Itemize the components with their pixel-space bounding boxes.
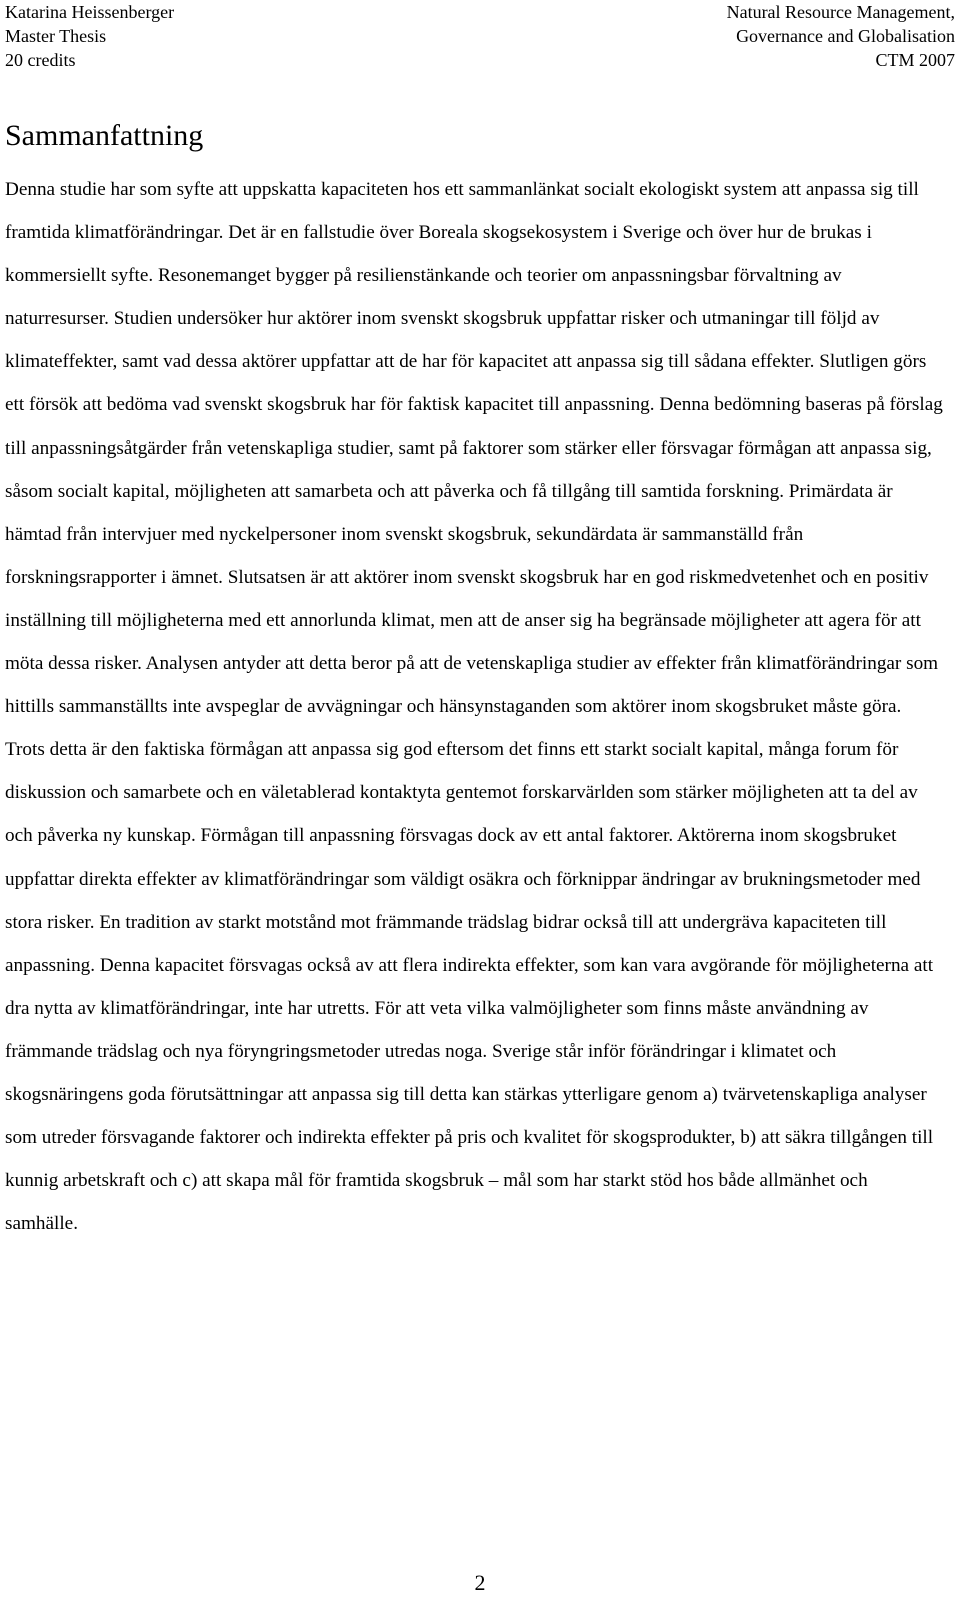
section-heading: Sammanfattning — [5, 119, 204, 152]
header-program-line-2: Governance and Globalisation — [736, 26, 955, 46]
header-program-line-1: Natural Resource Management, — [726, 2, 955, 22]
header-thesis-type: Master Thesis — [5, 26, 107, 46]
header-program-block — [727, 0, 955, 72]
header-author: Katarina Heissenberger — [5, 2, 175, 22]
abstract-paragraph: Denna studie har som syfte att uppskatta kapaciteten hos ett sammanlänkat socialt ekologiskt system att anpassa sig till framtida klimatförändringar. Det är en fallstudie över Boreala skogsekosystem i Sverige och över hur de brukas i kommersiellt syfte. Resonemanget bygger på resilienstänkande och teorier om anpassningsbar förvaltning av naturresurser. Studien undersöker hur aktörer inom svenskt skogsbruk uppfattar risker och utmaningar till följd av klimateffekter, samt vad dessa aktörer uppfattar att de har för kapacitet att anpassa sig till sådana effekter. Slutligen görs ett försök att bedöma vad svenskt skogsbruk har för faktisk kapacitet till anpassning. Denna bedömning baseras på förslag till anpassningsåtgärder från vetenskapliga studier, samt på faktorer som stärker eller försvagar förmågan att anpassa sig, såsom socialt kapital, möjligheten att samarbeta och att påverka och få tillgång till samtida forskning. Primärdata är hämtad från intervjuer med nyckelpersoner inom svenskt skogsbruk, sekundärdata är sammanställd från forskningsrapporter i ämnet. Slutsatsen är att aktörer inom svenskt skogsbruk har en god riskmedvetenhet och en positiv inställning till möjligheterna med ett annorlunda klimat, men att de anser sig ha begränsade möjligheter att agera för att möta dessa risker. Analysen antyder att detta beror på att de vetenskapliga studier av effekter från klimatförändringar som hittills sammanställts inte avspeglar de avvägningar och hänsynstaganden som aktörer inom skogsbruket måste göra. Trots detta är den faktiska förmågan att anpassa sig god eftersom det finns ett starkt socialt kapital, många forum för diskussion och samarbete och en väletablerad kontaktyta gentemot forskarvärlden som stärker möjligheten att ta del av och påverka ny kunskap. Förmågan till anpassning försvagas dock av ett antal faktorer. Aktörerna inom skogsbruket uppfattar direkta effekter av klimatförändringar som väldigt osäkra och förknippar ändringar av brukningsmetoder med stora risker. En tradition av starkt motstånd mot främmande trädslag bidrar också till att undergräva kapaciteten till anpassning. Denna kapacitet försvagas också av att flera indirekta effekter, som kan vara avgörande för möjligheterna att dra nytta av klimatförändringar, inte har utretts. För att veta vilka valmöjligheter som finns måste användning av främmande trädslag och nya föryngringsmetoder utredas noga. Sverige står inför förändringar i klimatet och skogsnäringens goda förutsättningar att anpassa sig till detta kan stärkas ytterligare genom a) tvärvetenskapliga analyser som utreder försvagande faktorer och indirekta effekter på pris och kvalitet för skogsprodukter, b) att säkra tillgången till kunnig arbetskraft och c) att skapa mål för framtida skogsbruk – mål som har starkt stöd hos både allmänhet och samhälle. — [5, 179, 943, 1235]
page-number: 2 — [474, 1570, 486, 1595]
header-credits: 20 credits — [5, 50, 76, 70]
header-author-block — [5, 0, 174, 72]
header-course-code: CTM 2007 — [875, 50, 955, 70]
